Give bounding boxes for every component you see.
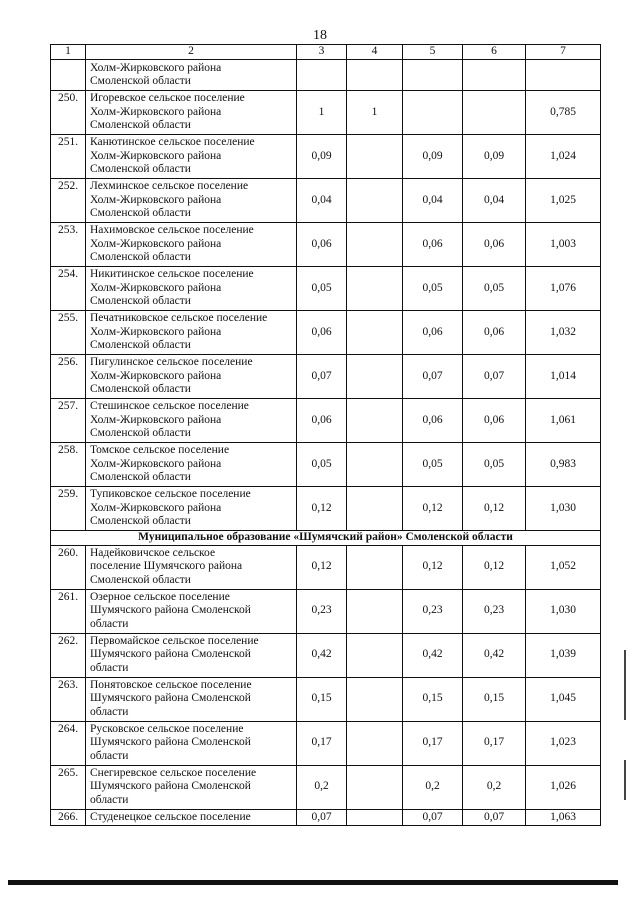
- value-cell: 0,06: [463, 311, 526, 355]
- row-name-line: Холм-Жирковского района: [90, 61, 222, 74]
- row-name-cell: [86, 677, 297, 721]
- row-name-line: области: [90, 705, 129, 718]
- row-name-line: Смоленской области: [90, 573, 191, 586]
- value-cell: 0,2: [403, 765, 463, 809]
- value-cell: [347, 487, 403, 531]
- row-number-cell: 256.: [51, 355, 86, 399]
- value-cell: 0,983: [526, 443, 601, 487]
- row-name-line: Холм-Жирковского района: [90, 369, 222, 382]
- row-name-cell: [86, 179, 297, 223]
- value-cell: [347, 633, 403, 677]
- value-cell: 1,063: [526, 809, 601, 826]
- row-name-cell: [86, 589, 297, 633]
- scan-edge-mark: [624, 650, 626, 720]
- row-number-cell: 263.: [51, 677, 86, 721]
- value-cell: 0,06: [297, 311, 347, 355]
- value-cell: [347, 355, 403, 399]
- row-name-line: Игоревское сельское поселение: [90, 92, 245, 105]
- value-cell: 0,15: [463, 677, 526, 721]
- row-name-cell: [86, 765, 297, 809]
- value-cell: [347, 721, 403, 765]
- value-cell: 0,05: [297, 443, 347, 487]
- value-cell: 0,12: [463, 487, 526, 531]
- row-name-line: Пигулинское сельское поселение: [90, 356, 253, 369]
- row-name-cell: Студенецкое сельское поселение: [86, 809, 297, 826]
- table-row: [51, 311, 601, 355]
- value-cell: [347, 311, 403, 355]
- column-header: 3: [297, 45, 347, 60]
- column-header: 7: [526, 45, 601, 60]
- value-cell: 0,06: [297, 399, 347, 443]
- data-table: [50, 44, 601, 826]
- section-header-row: [51, 531, 601, 546]
- value-cell: [347, 677, 403, 721]
- row-name-cell: [86, 60, 297, 91]
- value-cell: 0,42: [297, 633, 347, 677]
- column-header: 6: [463, 45, 526, 60]
- row-name-line: Смоленской области: [90, 295, 191, 308]
- row-name-cell: [86, 135, 297, 179]
- bottom-scan-rule: [8, 880, 618, 885]
- column-header: 4: [347, 45, 403, 60]
- row-name-line: Канютинское сельское поселение: [90, 136, 255, 149]
- value-cell: 0,05: [297, 267, 347, 311]
- value-cell: 1,023: [526, 721, 601, 765]
- value-cell: 1,039: [526, 633, 601, 677]
- row-name-line: Смоленской области: [90, 119, 191, 132]
- table-row: [51, 545, 601, 589]
- row-name-line: Стешинское сельское поселение: [90, 400, 249, 413]
- value-cell: [463, 60, 526, 91]
- row-name-line: Смоленской области: [90, 339, 191, 352]
- table-row: [51, 443, 601, 487]
- value-cell: 0,04: [403, 179, 463, 223]
- row-number-cell: 250.: [51, 91, 86, 135]
- row-name-line: области: [90, 661, 129, 674]
- value-cell: 1,052: [526, 545, 601, 589]
- value-cell: 1,030: [526, 487, 601, 531]
- value-cell: 0,42: [463, 633, 526, 677]
- row-name-line: поселение Шумячского района: [90, 560, 243, 573]
- row-name-line: Холм-Жирковского района: [90, 237, 222, 250]
- row-name-line: Холм-Жирковского района: [90, 413, 222, 426]
- value-cell: 0,12: [297, 487, 347, 531]
- row-name-line: области: [90, 617, 129, 630]
- row-name-line: Первомайское сельское поселение: [90, 634, 259, 647]
- value-cell: 0,2: [463, 765, 526, 809]
- row-name-line: Понятовское сельское поселение: [90, 678, 252, 691]
- row-number-cell: 265.: [51, 765, 86, 809]
- row-name-line: Шумячского района Смоленской: [90, 736, 251, 749]
- value-cell: 0,07: [463, 809, 526, 826]
- value-cell: [463, 91, 526, 135]
- scan-edge-mark: [624, 760, 626, 800]
- table-body: [51, 60, 601, 826]
- row-name-line: Озерное сельское поселение: [90, 590, 230, 603]
- row-name-line: Холм-Жирковского района: [90, 105, 222, 118]
- row-name-line: Смоленской области: [90, 75, 191, 87]
- value-cell: 0,07: [403, 355, 463, 399]
- value-cell: 0,15: [403, 677, 463, 721]
- table-row: [51, 355, 601, 399]
- row-number-cell: 252.: [51, 179, 86, 223]
- table-row: [51, 633, 601, 677]
- value-cell: [347, 267, 403, 311]
- row-name-line: Смоленской области: [90, 427, 191, 440]
- row-name-cell: [86, 443, 297, 487]
- row-name-cell: [86, 311, 297, 355]
- value-cell: [347, 60, 403, 91]
- row-name-cell: [86, 267, 297, 311]
- column-header: 5: [403, 45, 463, 60]
- value-cell: 0,15: [297, 677, 347, 721]
- row-number-cell: 260.: [51, 545, 86, 589]
- row-name-line: Печатниковское сельское поселение: [90, 312, 268, 325]
- row-name-line: Нахимовское сельское поселение: [90, 224, 254, 237]
- value-cell: [347, 589, 403, 633]
- value-cell: 1,030: [526, 589, 601, 633]
- row-number-cell: 251.: [51, 135, 86, 179]
- row-name-line: Холм-Жирковского района: [90, 281, 222, 294]
- row-name-line: Смоленской области: [90, 383, 191, 396]
- value-cell: 0,12: [463, 545, 526, 589]
- value-cell: [347, 223, 403, 267]
- row-name-line: Смоленской области: [90, 163, 191, 176]
- row-name-cell: [86, 487, 297, 531]
- value-cell: 0,2: [297, 765, 347, 809]
- row-name-line: Русковское сельское поселение: [90, 722, 244, 735]
- row-name-line: Снегиревское сельское поселение: [90, 766, 257, 779]
- value-cell: 0,12: [403, 545, 463, 589]
- value-cell: 0,07: [297, 355, 347, 399]
- row-name-line: Надейковичское сельское: [90, 546, 216, 559]
- value-cell: [297, 60, 347, 91]
- section-title: Муниципальное образование «Шумячский район» Смоленской области: [51, 531, 601, 546]
- table-row: [51, 721, 601, 765]
- value-cell: 1,025: [526, 179, 601, 223]
- row-number-cell: 266.: [51, 809, 86, 826]
- value-cell: 0,09: [297, 135, 347, 179]
- value-cell: 0,17: [297, 721, 347, 765]
- table-row: [51, 765, 601, 809]
- row-name-line: Холм-Жирковского района: [90, 325, 222, 338]
- row-number-cell: 255.: [51, 311, 86, 355]
- row-number-cell: 261.: [51, 589, 86, 633]
- row-number-cell: 253.: [51, 223, 86, 267]
- row-name-line: Лехминское сельское поселение: [90, 180, 249, 193]
- row-name-line: Холм-Жирковского района: [90, 193, 222, 206]
- value-cell: 0,07: [297, 809, 347, 826]
- row-name-line: Никитинское сельское поселение: [90, 268, 254, 281]
- value-cell: [347, 765, 403, 809]
- value-cell: 0,06: [297, 223, 347, 267]
- value-cell: 0,04: [463, 179, 526, 223]
- value-cell: [347, 399, 403, 443]
- row-name-cell: [86, 399, 297, 443]
- value-cell: 0,06: [403, 223, 463, 267]
- value-cell: [403, 91, 463, 135]
- row-number-cell: 258.: [51, 443, 86, 487]
- value-cell: 1: [297, 91, 347, 135]
- value-cell: 0,06: [463, 399, 526, 443]
- table-row: [51, 91, 601, 135]
- row-name-line: Шумячского района Смоленской: [90, 692, 251, 705]
- table-row: [51, 135, 601, 179]
- row-number-cell: [51, 60, 86, 91]
- value-cell: 0,09: [403, 135, 463, 179]
- value-cell: [347, 545, 403, 589]
- value-cell: 0,05: [463, 443, 526, 487]
- row-name-cell: [86, 545, 297, 589]
- value-cell: 0,12: [403, 487, 463, 531]
- row-name-line: Тупиковское сельское поселение: [90, 488, 251, 501]
- row-name-cell: [86, 633, 297, 677]
- row-name-line: Смоленской области: [90, 251, 191, 264]
- value-cell: 0,05: [403, 267, 463, 311]
- value-cell: 0,05: [463, 267, 526, 311]
- table-row: [51, 809, 601, 826]
- value-cell: 1,003: [526, 223, 601, 267]
- value-cell: 0,07: [403, 809, 463, 826]
- value-cell: 0,12: [297, 545, 347, 589]
- row-name-line: Томское сельское поселение: [90, 444, 230, 457]
- table-row: [51, 487, 601, 531]
- value-cell: 0,23: [463, 589, 526, 633]
- table-row: [51, 589, 601, 633]
- row-number-cell: 259.: [51, 487, 86, 531]
- value-cell: 0,23: [297, 589, 347, 633]
- row-name-line: Холм-Жирковского района: [90, 149, 222, 162]
- row-name-line: Холм-Жирковского района: [90, 501, 222, 514]
- row-name-line: Смоленской области: [90, 515, 191, 528]
- value-cell: 0,17: [403, 721, 463, 765]
- row-name-line: Смоленской области: [90, 207, 191, 220]
- row-name-line: Шумячского района Смоленской: [90, 648, 251, 661]
- value-cell: [347, 809, 403, 826]
- value-cell: 1,032: [526, 311, 601, 355]
- value-cell: 0,06: [403, 311, 463, 355]
- row-name-line: Шумячского района Смоленской: [90, 604, 251, 617]
- page-number: 18: [313, 28, 327, 43]
- value-cell: 0,06: [463, 223, 526, 267]
- value-cell: [526, 60, 601, 91]
- column-header: 1: [51, 45, 86, 60]
- value-cell: 1,014: [526, 355, 601, 399]
- row-name-line: Холм-Жирковского района: [90, 457, 222, 470]
- value-cell: 0,17: [463, 721, 526, 765]
- value-cell: 1: [347, 91, 403, 135]
- value-cell: 0,785: [526, 91, 601, 135]
- value-cell: 0,04: [297, 179, 347, 223]
- row-name-line: Шумячского района Смоленской: [90, 780, 251, 793]
- value-cell: 0,23: [403, 589, 463, 633]
- row-name-cell: [86, 223, 297, 267]
- value-cell: 1,024: [526, 135, 601, 179]
- row-name-line: области: [90, 749, 129, 762]
- table-row-continued: [51, 60, 601, 91]
- table-row: [51, 399, 601, 443]
- column-header: 2: [86, 45, 297, 60]
- row-number-cell: 262.: [51, 633, 86, 677]
- row-number-cell: 257.: [51, 399, 86, 443]
- table-row: [51, 267, 601, 311]
- value-cell: 1,045: [526, 677, 601, 721]
- row-number-cell: 254.: [51, 267, 86, 311]
- row-name-cell: [86, 721, 297, 765]
- row-number-cell: 264.: [51, 721, 86, 765]
- value-cell: 0,09: [463, 135, 526, 179]
- value-cell: 1,061: [526, 399, 601, 443]
- value-cell: 0,06: [403, 399, 463, 443]
- value-cell: [403, 60, 463, 91]
- value-cell: 0,07: [463, 355, 526, 399]
- value-cell: [347, 179, 403, 223]
- row-name-cell: [86, 355, 297, 399]
- value-cell: [347, 443, 403, 487]
- value-cell: 1,026: [526, 765, 601, 809]
- value-cell: 0,42: [403, 633, 463, 677]
- value-cell: 0,05: [403, 443, 463, 487]
- table-row: [51, 677, 601, 721]
- row-name-line: Смоленской области: [90, 471, 191, 484]
- row-name-cell: [86, 91, 297, 135]
- table-row: [51, 179, 601, 223]
- column-header-row: [51, 45, 601, 60]
- row-name-line: области: [90, 793, 129, 806]
- value-cell: 1,076: [526, 267, 601, 311]
- value-cell: [347, 135, 403, 179]
- table-row: [51, 223, 601, 267]
